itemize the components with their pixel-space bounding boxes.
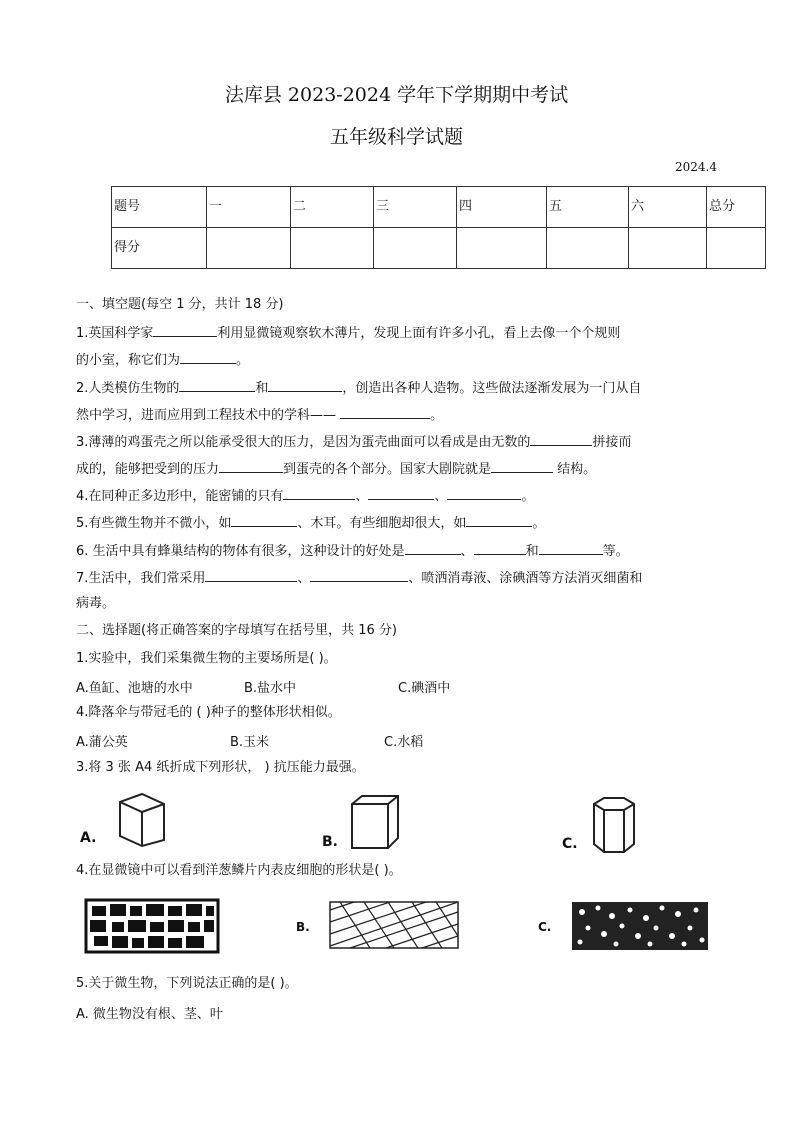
answer-blank[interactable]: [180, 350, 236, 364]
q7-text: 7.生活中，我们常采用: [76, 571, 206, 586]
figure-b-label[interactable]: B.: [322, 834, 338, 850]
mc-question-3: 3.将 3 张 A4 纸折成下列形状， ) 抗压能力最强。: [76, 760, 365, 775]
q4-text: 。: [521, 489, 535, 504]
figure-a-label[interactable]: A.: [80, 830, 97, 846]
score-table-header-row: [112, 187, 766, 228]
q1-text: 的小室，称它们为: [76, 353, 181, 368]
mc2-option-c[interactable]: C.水稻: [384, 735, 424, 750]
answer-blank[interactable]: [205, 568, 297, 582]
answer-blank[interactable]: [283, 486, 355, 500]
answer-blank[interactable]: [179, 378, 255, 392]
q3-text: 3.薄薄的鸡蛋壳之所以能承受很大的压力，是因为蛋壳曲面可以看成是由无数的: [76, 435, 531, 450]
question-3-line-1: [76, 432, 631, 452]
q4-text: 、: [355, 489, 369, 504]
answer-blank[interactable]: [268, 378, 342, 392]
section1-heading: 一、填空题(每空 1 分，共计 18 分): [76, 297, 284, 312]
answer-blank[interactable]: [231, 513, 297, 527]
score-input-cell[interactable]: [374, 228, 457, 269]
question-2-line-1: [76, 378, 641, 398]
cell-image-c: [572, 902, 708, 950]
answer-blank[interactable]: [368, 486, 434, 500]
q6-text: 、: [460, 544, 474, 559]
score-row-label: 得分: [112, 228, 207, 269]
q3-text: 结构。: [557, 462, 597, 477]
answer-blank[interactable]: [539, 541, 603, 555]
question-4-line: [76, 486, 534, 506]
mc2-option-b[interactable]: B.玉米: [230, 735, 270, 750]
question-5-line: [76, 513, 545, 533]
exam-subtitle: 五年级科学试题: [329, 126, 463, 148]
cell-c-label[interactable]: C.: [538, 920, 552, 934]
answer-blank[interactable]: [340, 405, 430, 419]
score-input-cell[interactable]: [547, 228, 629, 269]
cell-image-a: [86, 900, 218, 952]
answer-blank[interactable]: [153, 323, 217, 337]
mc2-option-a[interactable]: A.蒲公英: [76, 735, 128, 750]
question-7-line-1: [76, 568, 642, 588]
q6-text: 等。: [602, 544, 629, 559]
question-7-line-2: 病毒。: [76, 596, 116, 611]
figure-c-label[interactable]: C.: [562, 836, 578, 852]
q3-text: 拼接而: [592, 435, 632, 450]
score-table: [111, 186, 766, 269]
triangular-prism-figure: [112, 790, 172, 850]
square-prism-figure: [348, 794, 402, 852]
exam-title: 法库县 2023-2024 学年下学期期中考试: [224, 84, 569, 106]
q5-text: 5.有些微生物并不微小，如: [76, 516, 232, 531]
score-header-cell: 二: [291, 187, 374, 228]
score-header-cell: 总分: [707, 187, 766, 228]
score-header-cell: 五: [547, 187, 629, 228]
mc-question-1: 1.实验中，我们采集微生物的主要场所是( )。: [76, 651, 337, 666]
score-header-cell: 一: [207, 187, 291, 228]
q4-text: 4.在同种正多边形中，能密铺的只有: [76, 489, 284, 504]
question-3-line-2: [76, 459, 596, 479]
answer-blank[interactable]: [474, 541, 526, 555]
mc1-option-c[interactable]: C.碘酒中: [398, 681, 451, 696]
answer-blank[interactable]: [530, 432, 592, 446]
score-input-cell[interactable]: [707, 228, 766, 269]
q3-text: 成的，能够把受到的压力: [76, 462, 220, 477]
question-6-line: [76, 541, 629, 561]
mc5-option-a[interactable]: A. 微生物没有根、茎、叶: [76, 1007, 223, 1022]
exam-date: 2024.4: [675, 160, 717, 174]
section2-heading: 二、选择题(将正确答案的字母填写在括号里，共 16 分): [76, 623, 397, 638]
q7-text: 、喷洒消毒液、涂碘酒等方法消灭细菌和: [408, 571, 643, 586]
q1-text: 。: [236, 353, 250, 368]
q5-text: 。: [532, 516, 546, 531]
answer-blank[interactable]: [491, 459, 553, 473]
score-header-cell: 三: [374, 187, 457, 228]
q1-text: 利用显微镜观察软木薄片，发现上面有许多小孔，看上去像一个个规则: [217, 326, 621, 341]
hexagonal-prism-figure: [588, 796, 638, 854]
question-1-line-2: [76, 350, 249, 370]
score-input-cell[interactable]: [629, 228, 707, 269]
answer-blank[interactable]: [219, 459, 283, 473]
score-input-cell[interactable]: [291, 228, 374, 269]
score-table-score-row: [112, 228, 766, 269]
q2-text: 2.人类模仿生物的: [76, 381, 180, 396]
score-input-cell[interactable]: [457, 228, 547, 269]
score-header-cell: 题号: [112, 187, 207, 228]
mc-question-5: 5.关于微生物，下列说法正确的是( )。: [76, 976, 298, 991]
cell-image-b: [330, 902, 458, 948]
q7-text: 、: [297, 571, 311, 586]
q6-text: 6. 生活中具有蜂巢结构的物体有很多，这种设计的好处是: [76, 544, 405, 559]
q6-text: 和: [525, 544, 539, 559]
q2-text: 。: [430, 408, 444, 423]
q5-text: 、木耳。有些细胞却很大，如: [297, 516, 467, 531]
mc1-option-a[interactable]: A.鱼缸、池塘的水中: [76, 681, 193, 696]
mc-question-4: 4.在显微镜中可以看到洋葱鳞片内表皮细胞的形状是( )。: [76, 863, 402, 878]
score-header-cell: 六: [629, 187, 707, 228]
answer-blank[interactable]: [447, 486, 521, 500]
score-header-cell: 四: [457, 187, 547, 228]
cell-b-label[interactable]: B.: [296, 920, 310, 934]
question-2-line-2: [76, 405, 443, 425]
mc1-option-b[interactable]: B.盐水中: [244, 681, 297, 696]
answer-blank[interactable]: [310, 568, 408, 582]
q4-text: 、: [434, 489, 448, 504]
answer-blank[interactable]: [405, 541, 461, 555]
question-1-line-1: [76, 323, 620, 343]
mc-question-2: 4.降落伞与带冠毛的 ( )种子的整体形状相似。: [76, 705, 341, 720]
q3-text: 到蛋壳的各个部分。国家大剧院就是: [283, 462, 492, 477]
score-input-cell[interactable]: [207, 228, 291, 269]
answer-blank[interactable]: [466, 513, 532, 527]
q2-text: 然中学习，进而应用到工程技术中的学科——: [76, 408, 337, 423]
q2-text: 和: [255, 381, 269, 396]
q2-text: ，创造出各种人造物。这些做法逐渐发展为一门从自: [342, 381, 642, 396]
q1-text: 1.英国科学家: [76, 326, 154, 341]
